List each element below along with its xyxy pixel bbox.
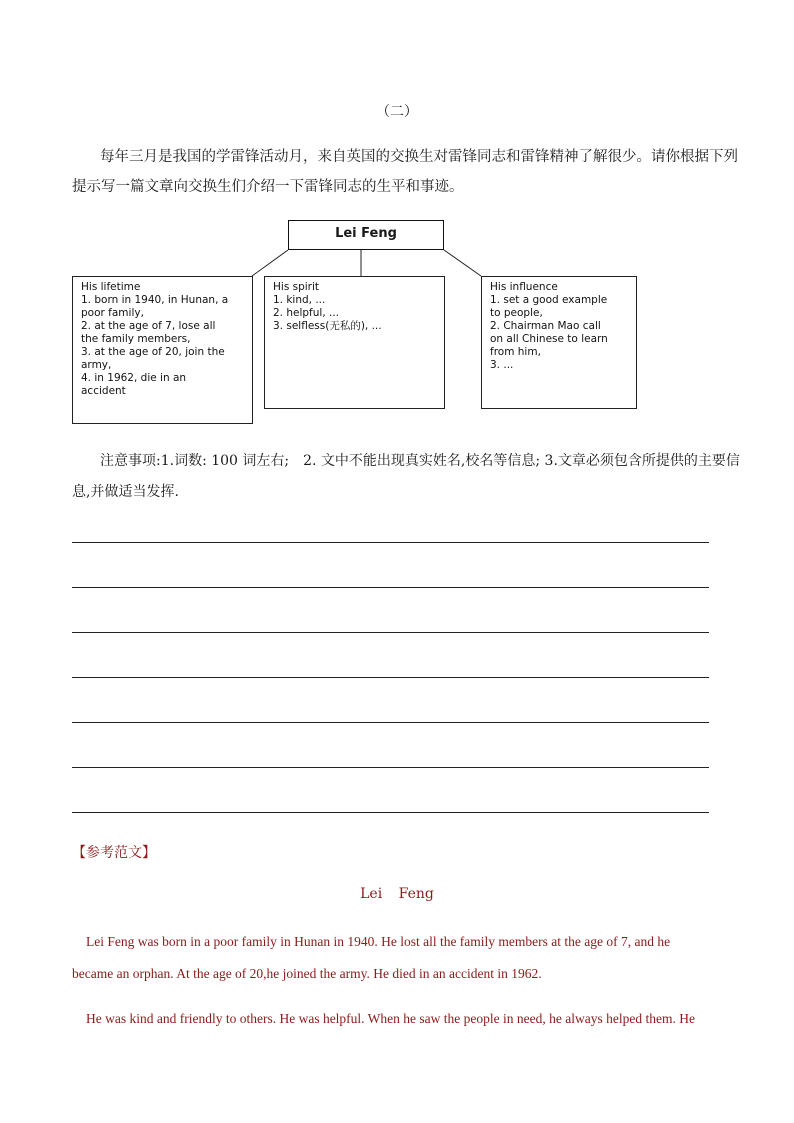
diagram-title-box: Lei Feng [288, 220, 444, 250]
lifetime-line: 1. born in 1940, in Hunan, a [81, 294, 229, 306]
answer-line [72, 677, 709, 678]
instructions-line-1: 每年三月是我国的学雷锋活动月，来自英国的交换生对雷锋同志和雷锋精神了解很少。请你根据下列 [100, 149, 738, 165]
notes [72, 446, 740, 508]
influence-line: 2. Chairman Mao call [490, 320, 601, 332]
paragraph-line: He was kind and friendly to others. He was helpful. When he saw the people in need, he always helped them. He [86, 1011, 695, 1026]
lifetime-line: accident [81, 385, 126, 397]
notes-line-1: 注意事项:1.词数: 100 词左右; 2. 文中不能出现真实姓名,校名等信息; 3.文章必须包含所提供的主要信 [100, 453, 740, 469]
spirit-line: 3. selfless(无私的), ... [273, 320, 382, 332]
reference-paragraph-2 [72, 1003, 722, 1035]
spirit-line: His spirit [273, 281, 320, 293]
lifetime-line: 3. at the age of 20, join the [81, 346, 225, 358]
influence-line: 1. set a good example [490, 294, 608, 306]
paragraph-line: became an orphan. At the age of 20,he joined the army. He died in an accident in 1962. [72, 966, 542, 981]
section-title: （二） [376, 104, 418, 120]
lifetime-line: 4. in 1962, die in an [81, 372, 187, 384]
spirit-box [264, 276, 445, 409]
lifetime-line: poor family, [81, 307, 144, 319]
spirit-line: 1. kind, ... [273, 294, 326, 306]
answer-line [72, 632, 709, 633]
answer-line [72, 542, 709, 543]
lifetime-line: 2. at the age of 7, lose all [81, 320, 216, 332]
notes-line-2: 息,并做适当发挥. [72, 484, 179, 500]
influence-line: to people, [490, 307, 543, 319]
lifetime-line: His lifetime [81, 281, 141, 293]
answer-line [72, 587, 709, 588]
answer-line [72, 722, 709, 723]
reference-title: Lei Feng [360, 886, 434, 902]
paragraph-line: Lei Feng was born in a poor family in Hunan in 1940. He lost all the family members at the age of 7, and he [86, 934, 671, 949]
lifetime-line: army, [81, 359, 112, 371]
answer-line [72, 812, 709, 813]
answer-line [72, 767, 709, 768]
influence-line: on all Chinese to learn [490, 333, 608, 345]
influence-box [481, 276, 637, 409]
lifetime-box [72, 276, 253, 424]
instructions-line-2: 提示写一篇文章向交换生们介绍一下雷锋同志的生平和事迹。 [72, 179, 464, 195]
reference-label: 【参考范文】 [72, 845, 156, 861]
influence-line: 3. ... [490, 359, 514, 371]
spirit-line: 2. helpful, ... [273, 307, 340, 319]
influence-line: from him, [490, 346, 541, 358]
lifetime-line: the family members, [81, 333, 191, 345]
reference-paragraph-1 [72, 926, 722, 990]
influence-line: His influence [490, 281, 558, 293]
